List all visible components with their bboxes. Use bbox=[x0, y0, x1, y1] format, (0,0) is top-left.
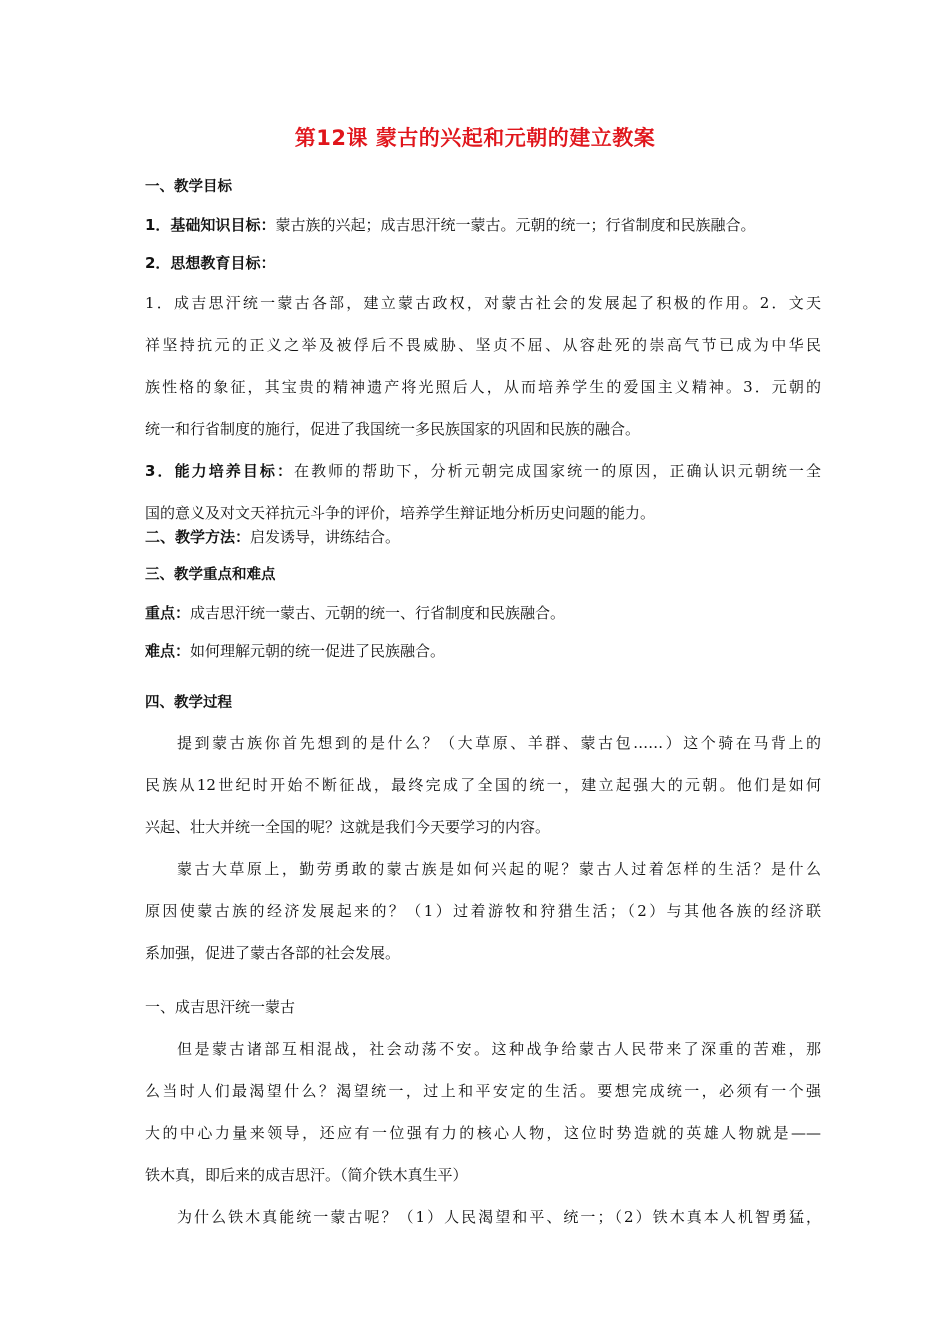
objective-text: 蒙古族的兴起；成吉思汗统一蒙古。元朝的统一；行省制度和民族融合。 bbox=[275, 216, 756, 234]
objective-label: 3．能力培养目标： bbox=[145, 462, 295, 480]
paragraph-line: 国的意义及对文天祥抗元斗争的评价，培养学生辩证地分析历史问题的能力。 bbox=[145, 504, 656, 522]
methods-text: 启发诱导，讲练结合。 bbox=[250, 528, 401, 546]
page-title: 第12课 蒙古的兴起和元朝的建立教案 bbox=[294, 126, 656, 150]
section-heading: 一、教学目标 bbox=[145, 179, 232, 195]
paragraph-line: 祥坚持抗元的正义之举及被俘后不畏威胁、坚贞不屈、从容赴死的崇高气节已成为中华民 bbox=[145, 336, 821, 354]
paragraph-line: 大的中心力量来领导，还应有一位强有力的核心人物，这位时势造就的英雄人物就是—— bbox=[145, 1124, 821, 1142]
section-heading: 四、教学过程 bbox=[145, 695, 232, 711]
paragraph-line: 1．成吉思汗统一蒙古各部，建立蒙古政权，对蒙古社会的发展起了积极的作用。2．文天 bbox=[145, 294, 821, 312]
difficult-label: 难点： bbox=[145, 642, 191, 660]
objective-basic bbox=[145, 206, 821, 244]
paragraph-line: 提到蒙古族你首先想到的是什么？（大草原、羊群、蒙古包……）这个骑在马背上的 bbox=[177, 734, 821, 752]
paragraph-line: 铁木真，即后来的成吉思汗。（简介铁木真生平） bbox=[145, 1166, 468, 1184]
section-methods bbox=[145, 518, 821, 670]
key-label: 重点： bbox=[145, 604, 191, 622]
difficult-point bbox=[145, 632, 821, 670]
key-text: 成吉思汗统一蒙古、元朝的统一、行省制度和民族融合。 bbox=[190, 604, 566, 622]
paragraph-line: 原因使蒙古族的经济发展起来的？（1）过着游牧和狩猎生活；（2）与其他各族的经济联 bbox=[145, 902, 821, 920]
paragraph-line: 族性格的象征，其宝贵的精神遗产将光照后人，从而培养学生的爱国主义精神。3．元朝的 bbox=[145, 378, 821, 396]
subsection-genghis bbox=[145, 986, 821, 1238]
paragraph-line: 兴起、壮大并统一全国的呢？这就是我们今天要学习的内容。 bbox=[145, 818, 551, 836]
subsection-heading: 一、成吉思汗统一蒙古 bbox=[145, 998, 296, 1016]
paragraph-line: 但是蒙古诸部互相混战，社会动荡不安。这种战争给蒙古人民带来了深重的苦难，那 bbox=[177, 1040, 821, 1058]
section-teaching-objectives bbox=[145, 168, 821, 534]
paragraph-line: 民族从12世纪时开始不断征战，最终完成了全国的统一，建立起强大的元朝。他们是如何 bbox=[145, 776, 821, 794]
section-teaching-process bbox=[145, 684, 821, 974]
methods-line bbox=[145, 518, 821, 556]
objective-text: 在教师的帮助下，分析元朝完成国家统一的原因，正确认识元朝统一全 bbox=[294, 462, 821, 480]
paragraph-line: 为什么铁木真能统一蒙古呢？（1）人民渴望和平、统一；（2）铁木真本人机智勇猛， bbox=[177, 1208, 821, 1226]
paragraph-line: 系加强，促进了蒙古各部的社会发展。 bbox=[145, 944, 401, 962]
section-heading: 二、教学方法： bbox=[145, 528, 251, 546]
paragraph-line: 么当时人们最渴望什么？渴望统一，过上和平安定的生活。要想完成统一，必须有一个强 bbox=[145, 1082, 821, 1100]
objective-ability bbox=[145, 450, 821, 492]
paragraph-line: 统一和行省制度的施行，促进了我国统一多民族国家的巩固和民族的融合。 bbox=[145, 420, 641, 438]
objective-label: 2．思想教育目标： bbox=[145, 254, 276, 272]
paragraph-line: 蒙古大草原上，勤劳勇敢的蒙古族是如何兴起的呢？蒙古人过着怎样的生活？是什么 bbox=[177, 860, 821, 878]
key-point bbox=[145, 594, 821, 632]
section-heading: 三、教学重点和难点 bbox=[145, 567, 276, 583]
objective-label: 1．基础知识目标： bbox=[145, 216, 276, 234]
difficult-text: 如何理解元朝的统一促进了民族融合。 bbox=[190, 642, 446, 660]
